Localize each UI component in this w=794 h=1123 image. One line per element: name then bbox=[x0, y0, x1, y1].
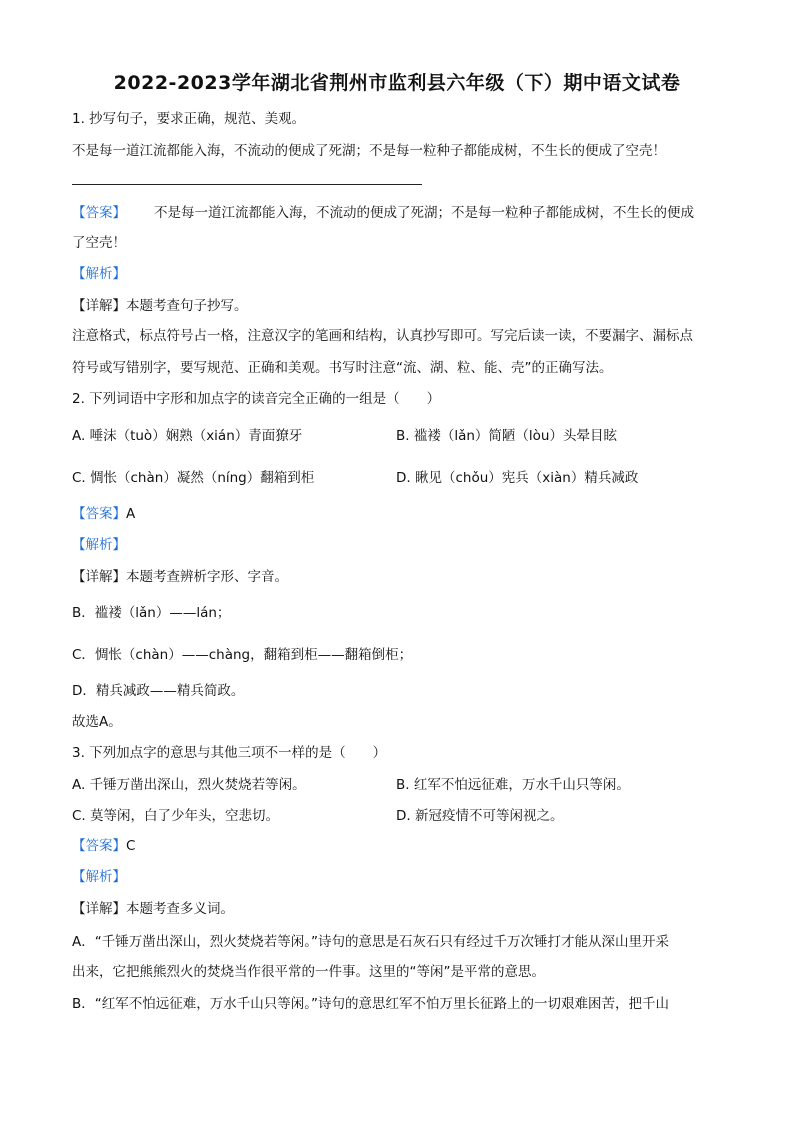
q2-option-c: C. 惆怅（chàn）凝然（níng）翻箱到柜 bbox=[72, 470, 315, 486]
analysis-tag: 【解析】 bbox=[72, 537, 126, 553]
q2-detail-line bbox=[72, 567, 288, 587]
detail-tag: 【详解】 bbox=[72, 569, 126, 585]
q1-sentence: 不是每一道江流都能入海，不流动的便成了死湖；不是每一粒种子都能成树，不生长的便成了空壳！ bbox=[72, 143, 666, 159]
q3-answer-line bbox=[72, 836, 135, 856]
q3-analysis-tag bbox=[72, 867, 126, 887]
q3-stem: 3. 下列加点字的意思与其他三项不一样的是（ ） bbox=[72, 745, 387, 761]
q2-option-d: D. 瞅见（chǒu）宪兵（xiàn）精兵减政 bbox=[396, 470, 639, 486]
q3-option-c: C. 莫等闲，白了少年头，空悲切。 bbox=[72, 808, 280, 824]
detail-tag: 【详解】 bbox=[72, 298, 126, 314]
q3-explain-a-line2: 出来，它把熊熊烈火的焚烧当作很平常的一件事。这里的“等闲”是平常的意思。 bbox=[72, 964, 545, 980]
q2-explain-d: D．精兵减政——精兵简政。 bbox=[72, 683, 245, 699]
detail-tag: 【详解】 bbox=[72, 901, 126, 917]
q1-note-line2: 符号或写错别字，要写规范、正确和美观。书写时注意“流、湖、粒、能、壳”的正确写法。 bbox=[72, 360, 613, 376]
q3-detail-line bbox=[72, 899, 234, 919]
q3-explain-b-line1: B．“红军不怕远征难，万水千山只等闲。”诗句的意思红军不怕万里长征路上的一切艰难困苦，把千山 bbox=[72, 996, 669, 1012]
q2-detail-text: 本题考查辨析字形、字音。 bbox=[126, 569, 288, 585]
q3-option-d: D. 新冠疫情不可等闲视之。 bbox=[396, 808, 564, 824]
q3-option-a: A. 千锤万凿出深山，烈火焚烧若等闲。 bbox=[72, 777, 306, 793]
q2-option-b: B. 褴褛（lǎn）简陋（lòu）头晕目眩 bbox=[396, 428, 617, 444]
q1-answer-text: 不是每一道江流都能入海，不流动的便成了死湖；不是每一粒种子都能成树，不生长的便成 bbox=[154, 205, 694, 221]
q1-answer-line bbox=[72, 203, 694, 223]
analysis-tag: 【解析】 bbox=[72, 869, 126, 885]
answer-tag: 【答案】 bbox=[72, 506, 126, 522]
q3-detail-text: 本题考查多义词。 bbox=[126, 901, 234, 917]
q1-stem: 1. 抄写句子，要求正确，规范、美观。 bbox=[72, 111, 306, 127]
answer-tag: 【答案】 bbox=[72, 205, 126, 221]
q1-analysis-tag bbox=[72, 264, 126, 284]
q2-analysis-tag bbox=[72, 535, 126, 555]
q2-explain-b: B．褴褛（lǎn）——lán； bbox=[72, 605, 231, 621]
q2-answer-line bbox=[72, 504, 135, 524]
analysis-tag: 【解析】 bbox=[72, 266, 126, 282]
answer-writing-line bbox=[72, 184, 422, 185]
q2-option-a: A. 唾沫（tuò）娴熟（xián）青面獠牙 bbox=[72, 428, 303, 444]
q1-detail-text: 本题考查句子抄写。 bbox=[126, 298, 248, 314]
q1-detail-line bbox=[72, 296, 248, 316]
q1-note-line1: 注意格式，标点符号占一格，注意汉字的笔画和结构，认真抄写即可。写完后读一读，不要漏字、漏标点 bbox=[72, 328, 693, 344]
q2-answer-value: A bbox=[126, 506, 136, 522]
q3-answer-value: C bbox=[126, 838, 136, 854]
q3-explain-a-line1: A．“千锤万凿出深山，烈火焚烧若等闲。”诗句的意思是石灰石只有经过千万次锤打才能从深山里开采 bbox=[72, 934, 669, 950]
answer-tag: 【答案】 bbox=[72, 838, 126, 854]
q1-answer-continuation: 了空壳！ bbox=[72, 235, 126, 251]
q3-option-b: B. 红军不怕远征难，万水千山只等闲。 bbox=[396, 777, 630, 793]
q2-conclusion: 故选A。 bbox=[72, 714, 122, 730]
page-title: 2022-2023学年湖北省荆州市监利县六年级（下）期中语文试卷 bbox=[113, 72, 681, 94]
q2-explain-c: C．惆怅（chàn）——chàng，翻箱到柜——翻箱倒柜； bbox=[72, 647, 413, 663]
q2-stem: 2. 下列词语中字形和加点字的读音完全正确的一组是（ ） bbox=[72, 391, 441, 407]
